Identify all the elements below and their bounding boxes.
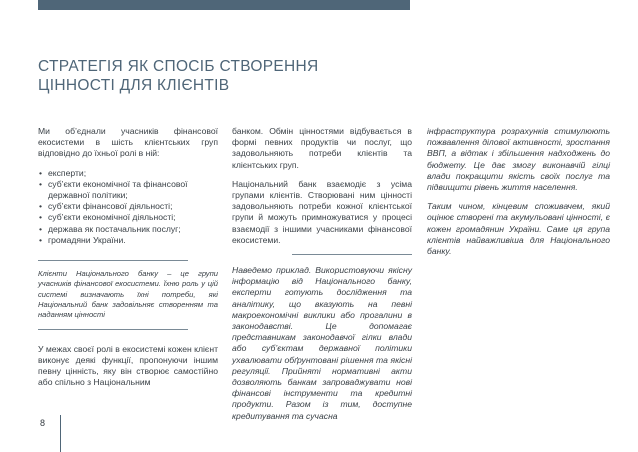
text-column-2 — [232, 126, 412, 430]
page-title — [38, 57, 438, 95]
top-accent-bar — [38, 0, 410, 10]
client-groups-list — [38, 168, 218, 246]
list-item: • громадяни України. — [38, 235, 218, 246]
list-item: • суб’єкти фінансової діяльності; — [38, 201, 218, 212]
intro-paragraph: Ми об’єднали учасників фінансової екосистеми в шість клієнтських груп відповідно до їхньої ролі в ній: — [38, 126, 218, 159]
paragraph: У межах своєї ролі в екосистемі кожен клієнт виконує деякі функції, пропонуючи іншим певну цінність, яку він створює самостійно або спільно з Національним — [38, 343, 218, 388]
paragraph: банком. Обмін цінностями відбувається в формі певних продуктів чи послуг, що задовольняють потреби клієнтів та клієнтських груп. — [232, 126, 412, 170]
list-item: • суб’єкти економічної та фінансової державної політики; — [38, 179, 218, 201]
text-column-3 — [427, 126, 610, 265]
text-column-1 — [38, 126, 218, 396]
page-number: 8 — [40, 418, 46, 428]
quote-divider-bottom — [38, 329, 188, 330]
paragraph: Національний банк взаємодіє з усіма групами клієнтів. Створювані ним цінності задовольняють потреби кожної клієнтської групи й можуть примножуватися у процесі взаємодії з іншими учасниками фінансової екосистеми. — [232, 178, 412, 245]
list-item: • суб’єкти економічної діяльності; — [38, 212, 218, 223]
example-paragraph: інфраструктура розрахунків стимулюють пожвавлення ділової активності, зростання ВВП, а відтак і збільшення надходжень до бюджету. Це дає змогу виконавчій гілці влади покращити якість своїх послуг та підвищити рівень життя населення. — [427, 126, 610, 193]
footer-rule — [60, 415, 61, 452]
pull-quote: Клієнти Національного банку – це групи учасників фінансової екосистеми. Їхню роль у цій системі визначають їхні потреби, які Національний банк задовільняє створенням та наданням цінності — [38, 269, 218, 320]
example-paragraph: Таким чином, кінцевим споживачем, який оцінює створені та акумульовані цінності, є кожен громадянин України. Саме ця група клієнтів найважливіша для Національного банку. — [427, 201, 610, 257]
title-line-2: ЦІННОСТІ ДЛЯ КЛІЄНТІВ — [38, 77, 230, 94]
list-item: • держава як постачальник послуг; — [38, 224, 218, 235]
quote-divider-top — [38, 260, 188, 261]
list-item: • експерти; — [38, 168, 218, 179]
title-line-1: СТРАТЕГІЯ ЯК СПОСІБ СТВОРЕННЯ — [38, 58, 319, 75]
example-divider — [292, 254, 412, 255]
example-paragraph: Наведемо приклад. Використовуючи якісну інформацію від Національного банку, експерти готують дослідження та аналітику, що вказують на певні макроекономічні виклики або прогалини в законодавстві. Це допомагає представникам законодавчої гілки влади або суб’єктам державної політики ухвалювати обґрунтовані рішення та якісні регуляції. Прийняті нормативні акти дозволяють банкам запроваджувати нові фінансові інструменти та кредитні продукти. Разом із тим, доступне кредитування та сучасна — [232, 265, 412, 421]
